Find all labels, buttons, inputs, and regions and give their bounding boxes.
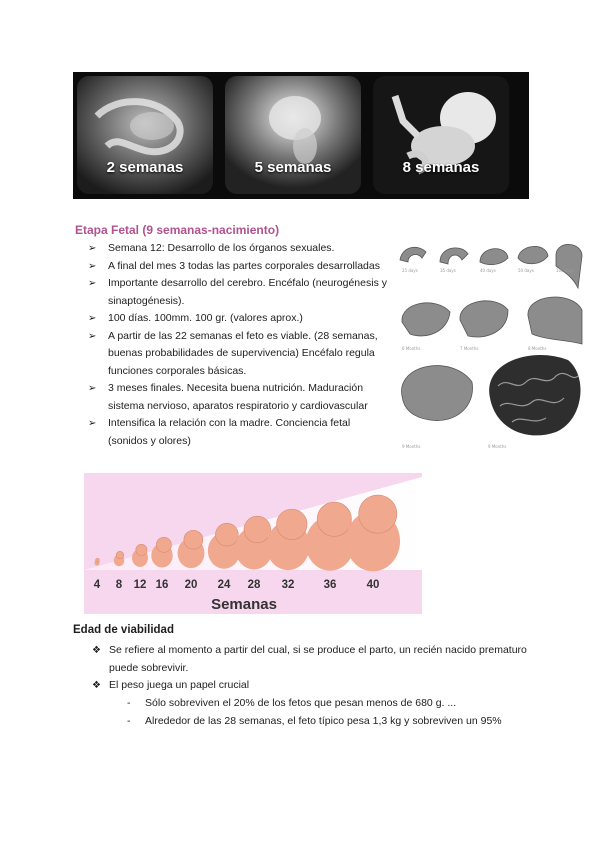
svg-text:25 days: 25 days	[402, 268, 418, 273]
week-label: 20	[184, 579, 198, 591]
svg-text:50 days: 50 days	[518, 268, 534, 273]
svg-text:35 days: 35 days	[440, 268, 456, 273]
embryo-5-weeks-image	[225, 76, 361, 194]
list-item: ➢ Importante desarrollo del cerebro. Encéfalo (neurogénesis y sinaptogénesis).	[88, 277, 387, 307]
embryo-8-weeks-image	[373, 76, 509, 194]
svg-text:6 Months: 6 Months	[402, 346, 421, 351]
list-item: ➢ A final del mes 3 todas las partes corporales desarrolladas	[88, 258, 388, 276]
svg-text:9 Months: 9 Months	[488, 444, 507, 449]
diamond-bullet-icon: ❖	[92, 645, 101, 656]
week-label: 32	[281, 579, 295, 591]
arrow-bullet-icon: ➢	[88, 383, 97, 394]
fetus-week-20	[178, 530, 205, 568]
viability-title: Edad de viabilidad	[73, 624, 174, 636]
svg-text:7 Months: 7 Months	[460, 346, 479, 351]
fetus-week-4	[94, 558, 99, 565]
week-label: 28	[247, 579, 261, 591]
axis-label: Semanas	[211, 596, 277, 613]
list-item: ➢ A partir de las 22 semanas el feto es viable. (28 semanas, buenas probabilidades de supervivencia) Encéfalo regula funciones corporales básicas.	[88, 329, 378, 377]
list-item: ➢ Intensifica la relación con la madre. Conciencia fetal (sonidos y olores)	[88, 417, 351, 447]
panel-label: 5 semanas	[254, 159, 332, 176]
arrow-bullet-icon: ➢	[88, 418, 97, 429]
svg-text:9 Months: 9 Months	[402, 444, 421, 449]
panel-label: 2 semanas	[106, 159, 184, 176]
list-item: ➢ 3 meses finales. Necesita buena nutrición. Maduración sistema nervioso, aparatos respiratorio y cardiovascular	[88, 382, 368, 412]
fetus-week-8	[114, 551, 125, 566]
panel-label: 8 semanas	[402, 159, 480, 176]
week-label: 40	[366, 579, 380, 591]
svg-text:8 Months: 8 Months	[528, 346, 547, 351]
fetus-week-16	[151, 537, 172, 567]
fetal-bullet-list	[88, 240, 388, 450]
fetus-growth-chart	[84, 473, 422, 614]
viability-list	[92, 642, 532, 695]
arrow-bullet-icon: ➢	[88, 243, 97, 254]
list-item: ❖ Se refiere al momento a partir del cual, si se produce el parto, un recién nacido prematuro puede sobrevivir.	[92, 644, 527, 674]
week-labels	[94, 579, 380, 591]
dash-bullet-icon: -	[127, 697, 131, 709]
week-label: 8	[115, 579, 123, 591]
list-item: ➢ Semana 12: Desarrollo de los órganos sexuales.	[88, 240, 388, 258]
arrow-bullet-icon: ➢	[88, 330, 97, 342]
list-item: ❖ El peso juega un papel crucial	[92, 677, 532, 695]
dash-bullet-icon: -	[127, 715, 131, 727]
arrow-bullet-icon: ➢	[88, 278, 97, 289]
embryo-image-strip	[73, 72, 529, 199]
embryo-2-weeks-image	[77, 76, 213, 194]
week-label: 36	[323, 579, 337, 591]
week-label: 16	[155, 579, 169, 591]
week-label: 12	[133, 579, 147, 591]
fetal-stage-title: Etapa Fetal (9 semanas-nacimiento)	[75, 223, 280, 237]
week-label: 4	[93, 579, 101, 591]
arrow-bullet-icon: ➢	[88, 313, 97, 324]
list-item: - Alrededor de las 28 semanas, el feto típico pesa 1,3 kg y sobreviven un 95%	[127, 712, 547, 730]
viability-sub-list	[127, 694, 547, 730]
fetus-week-12	[132, 544, 148, 567]
week-label: 24	[217, 579, 231, 591]
list-item: - Sólo sobreviven el 20% de los fetos que pesan menos de 680 g. ...	[127, 694, 547, 712]
brain-development-illustration	[396, 236, 586, 456]
svg-text:100 days: 100 days	[556, 268, 575, 273]
arrow-bullet-icon: ➢	[88, 260, 97, 272]
diamond-bullet-icon: ❖	[92, 680, 101, 691]
list-item: ➢ 100 días. 100mm. 100 gr. (valores aprox.)	[88, 310, 388, 328]
svg-text:40 days: 40 days	[480, 268, 496, 273]
